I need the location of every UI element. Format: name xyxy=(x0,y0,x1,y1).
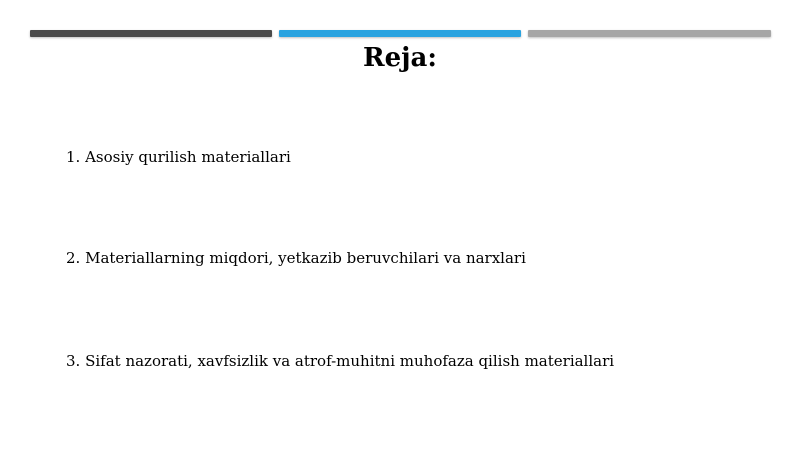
header-bar-gray xyxy=(528,30,771,37)
header-bar-dark xyxy=(30,30,272,37)
plan-item: 2. Materiallarning miqdori, yetkazib beruvchilari va narxlari xyxy=(66,249,526,267)
header-bar-blue xyxy=(279,30,521,37)
plan-item: 1. Asosiy qurilish materiallari xyxy=(66,148,291,166)
plan-item: 3. Sifat nazorati, xavfsizlik va atrof-muhitni muhofaza qilish materiallari xyxy=(66,352,615,370)
slide-title: Reja: xyxy=(362,43,437,73)
